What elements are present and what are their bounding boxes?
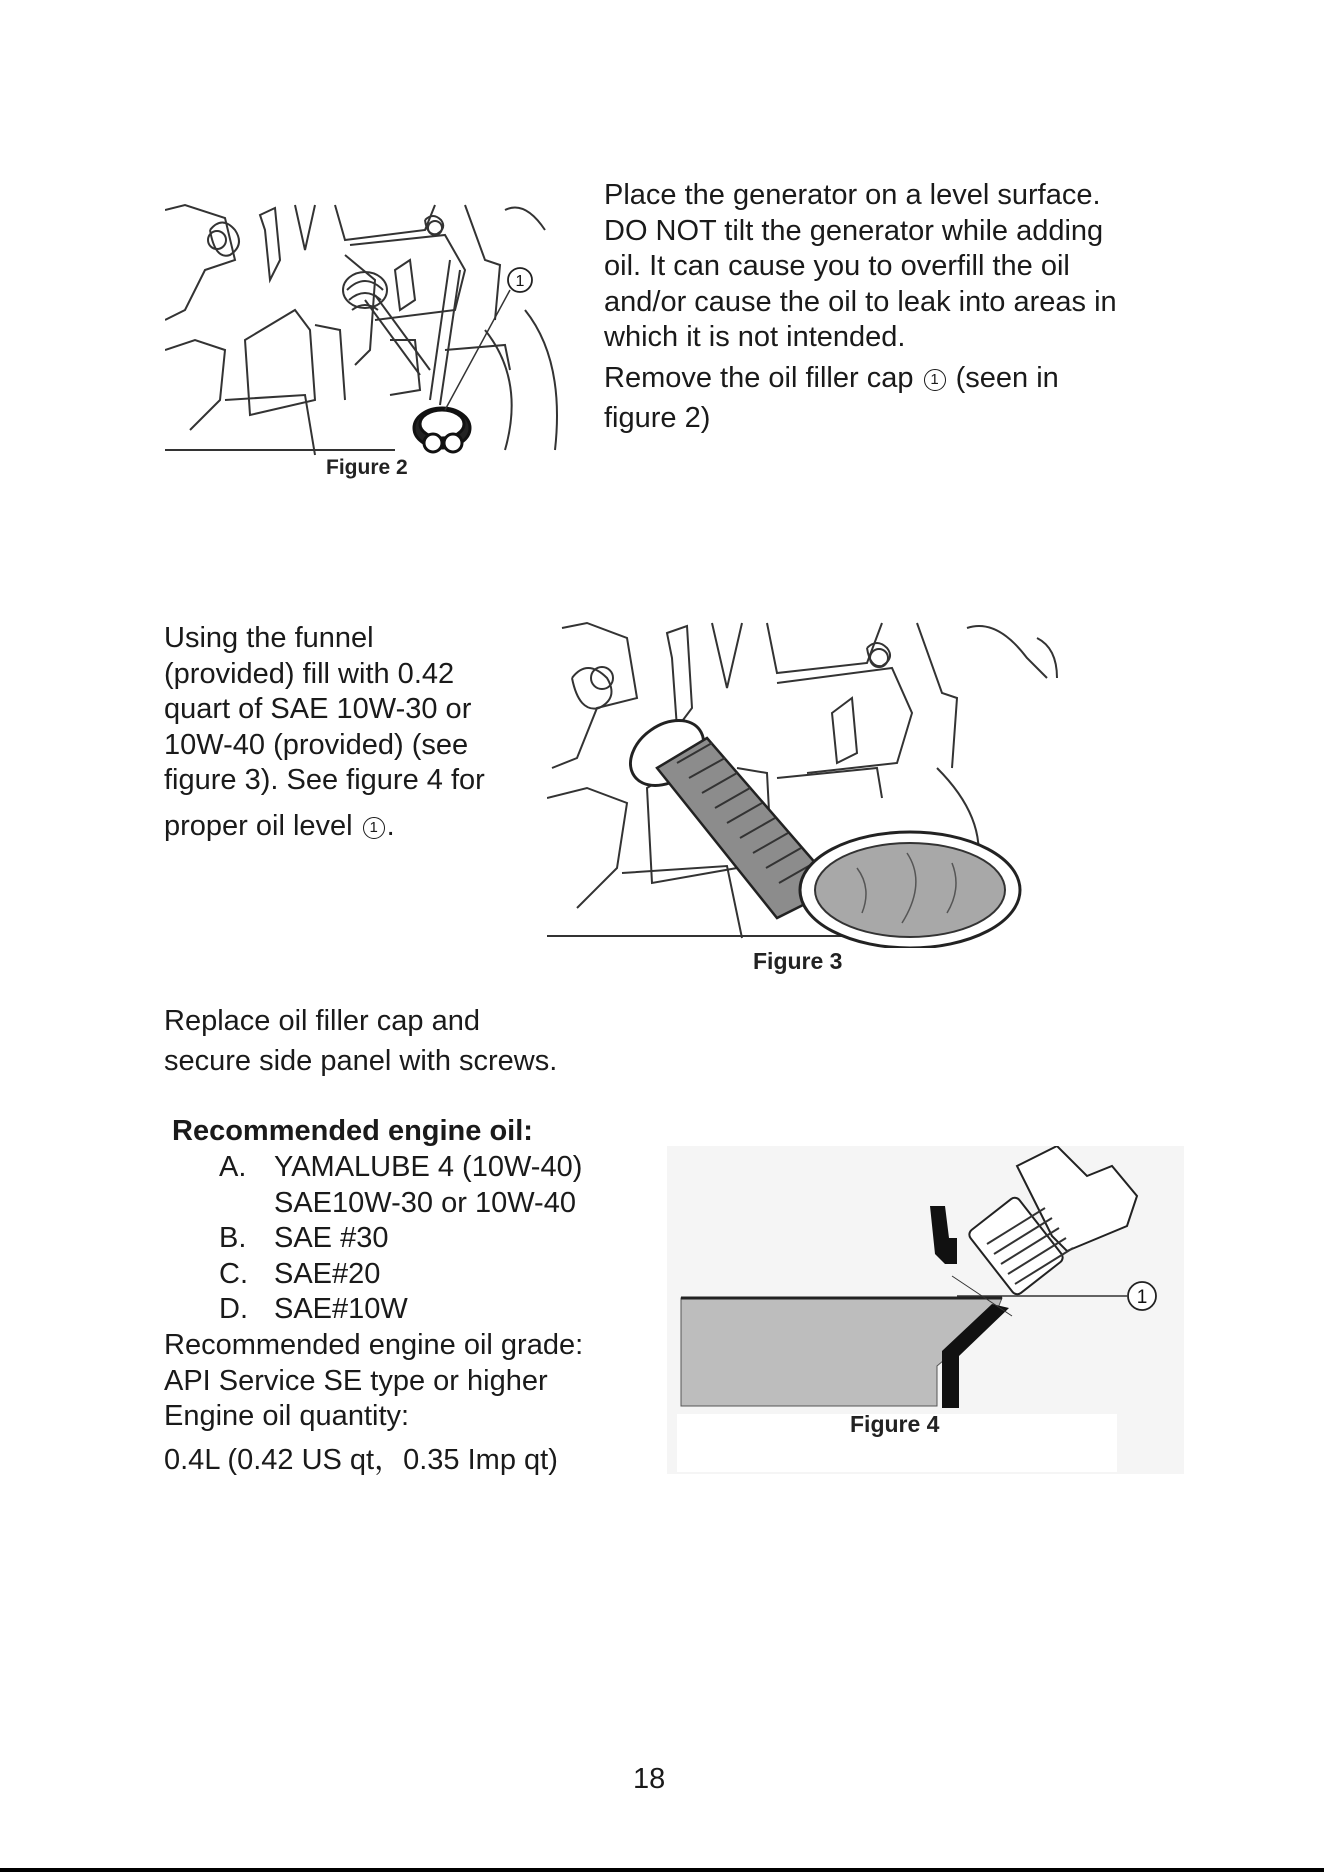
text-line: figure 2) <box>604 402 711 434</box>
text-line: secure side panel with screws. <box>164 1044 558 1077</box>
figure-4-caption: Figure 4 <box>850 1411 940 1437</box>
section-1-text <box>604 178 1117 437</box>
text-line: (provided) fill with 0.42 <box>164 657 455 690</box>
oil-grade-text <box>164 1328 583 1478</box>
text-line: API Service SE type or higher <box>164 1364 548 1397</box>
list-letter: D. <box>219 1293 248 1325</box>
bottom-rule <box>0 1868 1324 1872</box>
section-3-text <box>164 1004 557 1079</box>
figure-4-callout: 1 <box>1136 1287 1148 1308</box>
list-item <box>219 1257 639 1293</box>
figure-2-callout: 1 <box>515 273 525 290</box>
figure-3-illustration <box>547 618 1067 948</box>
text-line: quart of SAE 10W-30 or <box>164 693 472 725</box>
text-line: Place the generator on a level surface. <box>604 179 1101 211</box>
list-item <box>219 1186 639 1222</box>
text-line: Using the funnel <box>164 622 374 654</box>
list-text: SAE#10W <box>274 1293 408 1325</box>
text-line: figure 3). See figure 4 for <box>164 764 485 796</box>
list-letter: A. <box>219 1151 247 1183</box>
figure-3 <box>547 618 1067 948</box>
list-text: SAE#20 <box>274 1257 381 1290</box>
text-fragment: (seen in <box>955 361 1059 394</box>
text-fragment: proper oil level <box>164 809 353 842</box>
oil-level-line <box>164 809 485 845</box>
recommended-oil-list <box>219 1150 639 1328</box>
recommended-heading: Recommended engine oil: <box>172 1115 533 1147</box>
text-line: 10W-40 (provided) (see <box>164 728 469 761</box>
oil-quantity: 0.4L (0.42 US qt，0.35 Imp qt) <box>164 1443 558 1476</box>
list-letter: C. <box>219 1257 248 1290</box>
text-line: oil. It can cause you to overfill the oil <box>604 250 1070 282</box>
section-2-text <box>164 621 485 844</box>
text-line: Replace oil filler cap and <box>164 1005 480 1037</box>
list-text: YAMALUBE 4 (10W-40) <box>274 1151 583 1183</box>
figure-2-caption: Figure 2 <box>326 456 408 479</box>
list-item <box>219 1150 639 1186</box>
page-number: 18 <box>633 1763 666 1795</box>
text-fragment: Remove the oil filler cap <box>604 361 914 394</box>
list-text: SAE #30 <box>274 1222 389 1254</box>
text-line: Recommended engine oil grade: <box>164 1329 584 1361</box>
list-item <box>219 1221 639 1257</box>
list-item <box>219 1292 639 1328</box>
figure-3-caption: Figure 3 <box>753 948 843 974</box>
text-fragment: . <box>386 809 395 842</box>
list-letter: B. <box>219 1222 247 1254</box>
text-line: which it is not intended. <box>604 321 906 353</box>
callout-1-icon: 1 <box>924 369 946 391</box>
figure-2-illustration <box>165 200 580 458</box>
text-line: and/or cause the oil to leak into areas in <box>604 285 1117 318</box>
figure-2 <box>165 200 580 458</box>
text-line: DO NOT tilt the generator while adding <box>604 214 1104 247</box>
remove-cap-line <box>604 361 1117 397</box>
text-line: Engine oil quantity: <box>164 1400 410 1432</box>
callout-1-icon: 1 <box>363 817 385 839</box>
list-text: SAE10W-30 or 10W-40 <box>274 1186 576 1219</box>
